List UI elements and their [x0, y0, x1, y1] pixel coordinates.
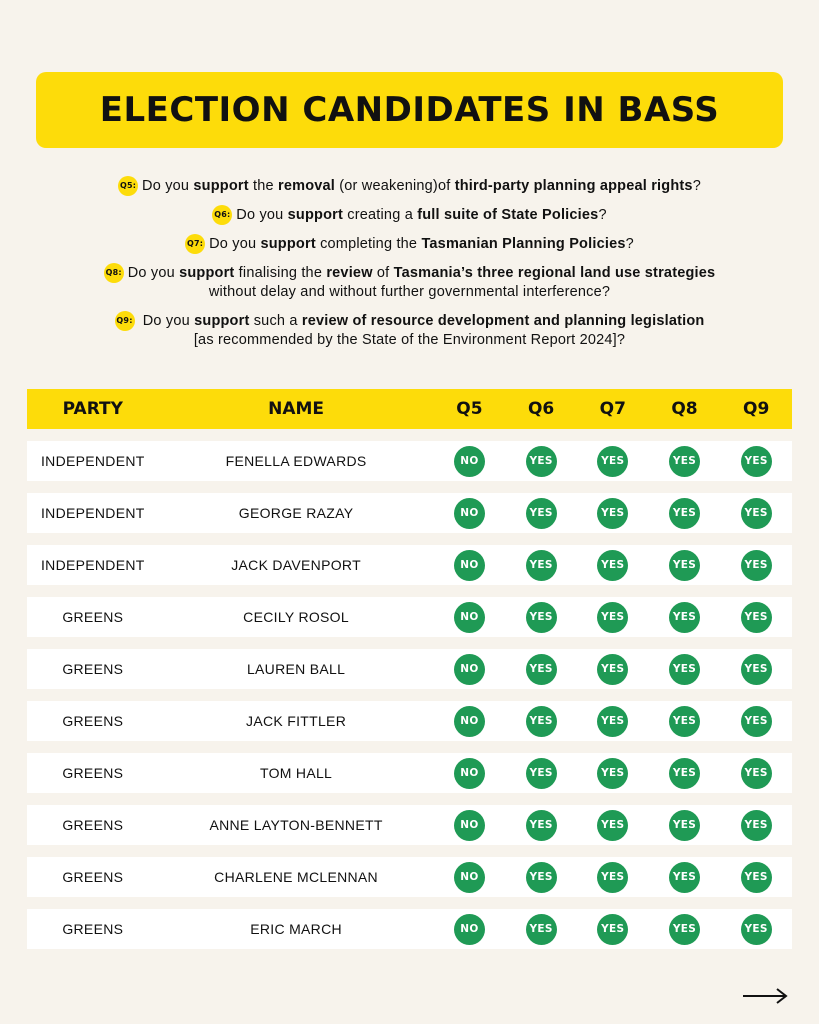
question-text: Do you: [138, 312, 195, 329]
table-row: [27, 597, 792, 637]
cell-party: GREENS: [62, 661, 124, 677]
question-emphasis: removal: [278, 177, 336, 194]
answer-badge: YES: [526, 654, 557, 685]
cell-name: TOM HALL: [259, 765, 333, 781]
cell-q9: [720, 602, 792, 633]
cell-name: CECILY ROSOL: [243, 609, 349, 625]
cell-q8: [649, 810, 721, 841]
cell-q8: [649, 602, 721, 633]
question-text: ?: [692, 177, 701, 194]
cell-q6: [505, 810, 577, 841]
answer-badge: YES: [526, 914, 557, 945]
cell-q5: [434, 498, 506, 529]
cell-q5: [434, 706, 506, 737]
cell-q6: [505, 446, 577, 477]
table-body: [27, 441, 792, 949]
answer-badge: YES: [526, 810, 557, 841]
answer-badge: YES: [597, 862, 628, 893]
question-text: ?: [625, 235, 634, 252]
question-emphasis: support: [287, 206, 344, 223]
cell-name: ERIC MARCH: [250, 921, 342, 937]
cell-party: GREENS: [62, 765, 124, 781]
answer-badge: YES: [741, 446, 772, 477]
answer-badge: NO: [454, 810, 485, 841]
question-text: Do you: [236, 206, 288, 223]
table-row: [27, 805, 792, 845]
question-emphasis: full suite of State Policies: [417, 206, 599, 223]
answer-badge: YES: [669, 654, 700, 685]
cell-q8: [649, 862, 721, 893]
cell-q5: [434, 862, 506, 893]
question-8: [0, 263, 819, 302]
answer-badge: YES: [669, 758, 700, 789]
cell-q9: [720, 550, 792, 581]
answer-badge: NO: [454, 498, 485, 529]
cell-party: GREENS: [62, 921, 124, 937]
header-q7: Q7: [599, 399, 626, 419]
question-emphasis: review of resource development and planning legislation: [301, 312, 705, 329]
answer-badge: YES: [741, 758, 772, 789]
question-emphasis: support: [194, 312, 250, 329]
cell-name: JACK FITTLER: [246, 713, 347, 729]
cell-name: CHARLENE MCLENNAN: [214, 869, 378, 885]
cell-name: JACK DAVENPORT: [231, 557, 361, 573]
answer-badge: YES: [669, 602, 700, 633]
cell-q6: [505, 706, 577, 737]
header-q5: Q5: [456, 399, 483, 419]
question-text: (or weakening)of: [335, 177, 455, 194]
cell-q9: [720, 654, 792, 685]
answer-badge: NO: [454, 758, 485, 789]
cell-q7: [577, 498, 649, 529]
question-emphasis: Tasmanian Planning Policies: [421, 235, 626, 252]
cell-party: INDEPENDENT: [40, 505, 145, 521]
table-row: [27, 909, 792, 949]
answer-badge: YES: [597, 550, 628, 581]
answer-badge: NO: [454, 914, 485, 945]
answer-badge: YES: [597, 446, 628, 477]
answer-badge: YES: [597, 498, 628, 529]
answer-badge: YES: [526, 758, 557, 789]
header-name: NAME: [268, 399, 325, 419]
answer-badge: YES: [597, 758, 628, 789]
answer-badge: YES: [526, 446, 557, 477]
question-text-line2: [as recommended by the State of the Environment Report 2024]?: [193, 332, 626, 348]
answer-badge: YES: [669, 498, 700, 529]
cell-party: INDEPENDENT: [40, 557, 145, 573]
cell-q9: [720, 758, 792, 789]
cell-q7: [577, 914, 649, 945]
cell-q5: [434, 758, 506, 789]
answer-badge: YES: [597, 810, 628, 841]
table-row: [27, 701, 792, 741]
cell-q9: [720, 810, 792, 841]
question-text: Do you: [127, 264, 180, 281]
question-emphasis: support: [193, 177, 249, 194]
cell-q6: [505, 914, 577, 945]
answer-badge: NO: [454, 446, 485, 477]
question-emphasis: review: [326, 264, 373, 281]
cell-q6: [505, 758, 577, 789]
answer-badge: YES: [526, 706, 557, 737]
answer-badge: YES: [597, 602, 628, 633]
cell-q8: [649, 706, 721, 737]
candidates-table: [27, 389, 792, 949]
cell-q6: [505, 602, 577, 633]
answer-badge: YES: [741, 498, 772, 529]
cell-q7: [577, 446, 649, 477]
cell-q7: [577, 706, 649, 737]
cell-party: GREENS: [62, 817, 124, 833]
answer-badge: YES: [669, 706, 700, 737]
question-text: such a: [249, 312, 302, 329]
header-q9: Q9: [743, 399, 770, 419]
question-badge: Q7:: [185, 234, 205, 254]
question-badge: Q8:: [104, 263, 124, 283]
question-text: completing the: [315, 235, 422, 252]
cell-party: GREENS: [62, 869, 124, 885]
cell-q7: [577, 654, 649, 685]
question-text: creating a: [343, 206, 418, 223]
header-party: PARTY: [62, 399, 123, 419]
answer-badge: YES: [526, 862, 557, 893]
answer-badge: NO: [454, 654, 485, 685]
answer-badge: NO: [454, 550, 485, 581]
answer-badge: NO: [454, 602, 485, 633]
question-badge: Q5:: [118, 176, 138, 196]
question-emphasis: support: [179, 264, 235, 281]
arrow-right-icon[interactable]: [742, 986, 788, 1006]
cell-q7: [577, 602, 649, 633]
cell-q5: [434, 810, 506, 841]
question-text: the: [248, 177, 278, 194]
cell-name: GEORGE RAZAY: [238, 505, 354, 521]
cell-q5: [434, 654, 506, 685]
cell-q8: [649, 550, 721, 581]
answer-badge: NO: [454, 862, 485, 893]
answer-badge: YES: [597, 914, 628, 945]
cell-q5: [434, 914, 506, 945]
cell-q5: [434, 550, 506, 581]
question-text: finalising the: [234, 264, 327, 281]
question-text: Do you: [142, 177, 194, 194]
table-row: [27, 753, 792, 793]
question-badge: Q6:: [212, 205, 232, 225]
answer-badge: YES: [741, 810, 772, 841]
cell-q8: [649, 758, 721, 789]
question-emphasis: Tasmania’s three regional land use strategies: [393, 264, 716, 281]
question-6: [0, 205, 819, 225]
table-row: [27, 649, 792, 689]
cell-q8: [649, 446, 721, 477]
answer-badge: YES: [669, 550, 700, 581]
cell-q6: [505, 550, 577, 581]
question-badge: Q9:: [115, 311, 135, 331]
answer-badge: YES: [741, 602, 772, 633]
question-text: Do you: [209, 235, 261, 252]
question-text-line2: without delay and without further governmental interference?: [208, 284, 611, 300]
question-emphasis: third-party planning appeal rights: [454, 177, 693, 194]
cell-q9: [720, 498, 792, 529]
answer-badge: YES: [669, 862, 700, 893]
cell-q8: [649, 498, 721, 529]
cell-q7: [577, 550, 649, 581]
answer-badge: YES: [526, 602, 557, 633]
question-emphasis: support: [260, 235, 316, 252]
answer-badge: YES: [669, 446, 700, 477]
answer-badge: YES: [597, 706, 628, 737]
cell-q9: [720, 706, 792, 737]
answer-badge: YES: [597, 654, 628, 685]
cell-party: INDEPENDENT: [40, 453, 145, 469]
cell-q6: [505, 498, 577, 529]
cell-q8: [649, 914, 721, 945]
cell-q9: [720, 914, 792, 945]
title-banner: [36, 72, 783, 148]
answer-badge: YES: [741, 706, 772, 737]
answer-badge: YES: [741, 550, 772, 581]
header-q8: Q8: [671, 399, 698, 419]
cell-q7: [577, 758, 649, 789]
question-text: of: [372, 264, 394, 281]
cell-party: GREENS: [62, 713, 124, 729]
table-row: [27, 545, 792, 585]
answer-badge: YES: [741, 654, 772, 685]
answer-badge: NO: [454, 706, 485, 737]
questions-list: [0, 176, 819, 359]
cell-q5: [434, 602, 506, 633]
cell-name: LAUREN BALL: [246, 661, 346, 677]
cell-q7: [577, 862, 649, 893]
cell-name: FENELLA EDWARDS: [225, 453, 367, 469]
cell-q8: [649, 654, 721, 685]
answer-badge: YES: [741, 862, 772, 893]
cell-q9: [720, 862, 792, 893]
cell-q9: [720, 446, 792, 477]
header-q6: Q6: [527, 399, 555, 419]
cell-q5: [434, 446, 506, 477]
table-row: [27, 493, 792, 533]
table-row: [27, 857, 792, 897]
page-title: ELECTION CANDIDATES IN BASS: [99, 90, 720, 130]
answer-badge: YES: [669, 810, 700, 841]
cell-q6: [505, 654, 577, 685]
answer-badge: YES: [741, 914, 772, 945]
cell-q6: [505, 862, 577, 893]
cell-party: GREENS: [62, 609, 124, 625]
answer-badge: YES: [526, 550, 557, 581]
answer-badge: YES: [669, 914, 700, 945]
cell-q7: [577, 810, 649, 841]
question-9: [0, 311, 819, 350]
question-text: ?: [598, 206, 607, 223]
question-7: [0, 234, 819, 254]
question-5: [0, 176, 819, 196]
cell-name: ANNE LAYTON-BENNETT: [209, 817, 383, 833]
table-row: [27, 441, 792, 481]
table-header: [27, 389, 792, 429]
answer-badge: YES: [526, 498, 557, 529]
